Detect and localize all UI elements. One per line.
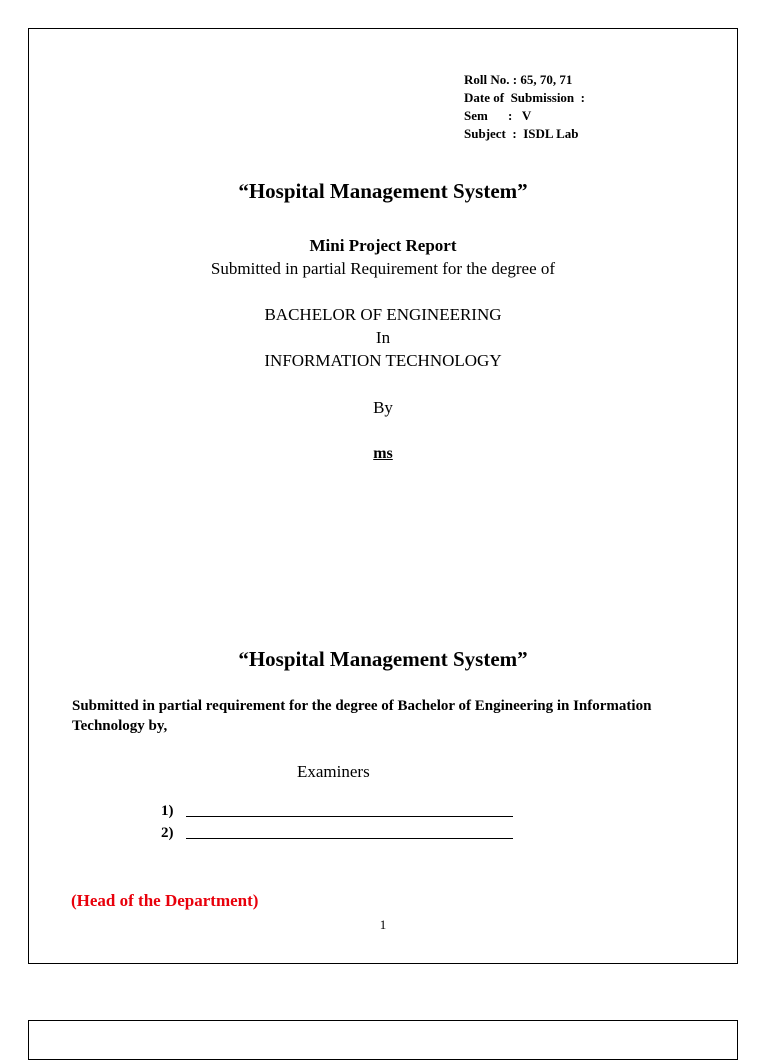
examiners-heading: Examiners — [297, 762, 370, 781]
head-of-department: (Head of the Department) — [71, 891, 259, 910]
subject: Subject : ISDL Lab — [464, 126, 579, 141]
semester-value: : V — [508, 108, 532, 123]
signature-line-1 — [186, 816, 513, 817]
next-page-edge — [28, 1020, 738, 1060]
examiner-number-1: 1) — [161, 803, 174, 819]
branch-name: INFORMATION TECHNOLOGY — [264, 351, 502, 370]
document-page — [28, 28, 738, 964]
degree-in: In — [375, 328, 391, 347]
page-number: 1 — [379, 917, 387, 932]
degree-name: BACHELOR OF ENGINEERING — [264, 305, 502, 324]
semester — [464, 107, 585, 125]
examiner-signature-1 — [161, 803, 521, 823]
cover-title: “Hospital Management System” — [238, 179, 528, 203]
signature-line-2 — [186, 838, 513, 839]
report-type: Mini Project Report — [309, 236, 457, 255]
date-of-submission: Date of Submission : — [464, 90, 585, 105]
by-label: By — [373, 398, 393, 417]
examiner-number-2: 2) — [161, 825, 174, 841]
submitted-line: Submitted in partial Requirement for the degree of — [210, 259, 556, 278]
certificate-title: “Hospital Management System” — [238, 647, 528, 671]
certificate-paragraph: Submitted in partial requirement for the degree of Bachelor of Engineering in Information Technology by, — [72, 698, 652, 734]
author-name: ms — [373, 445, 393, 462]
examiner-signature-2 — [161, 825, 521, 845]
roll-number: Roll No. : 65, 70, 71 — [464, 72, 573, 87]
submission-details — [464, 71, 585, 143]
semester-label: Sem — [464, 108, 488, 123]
